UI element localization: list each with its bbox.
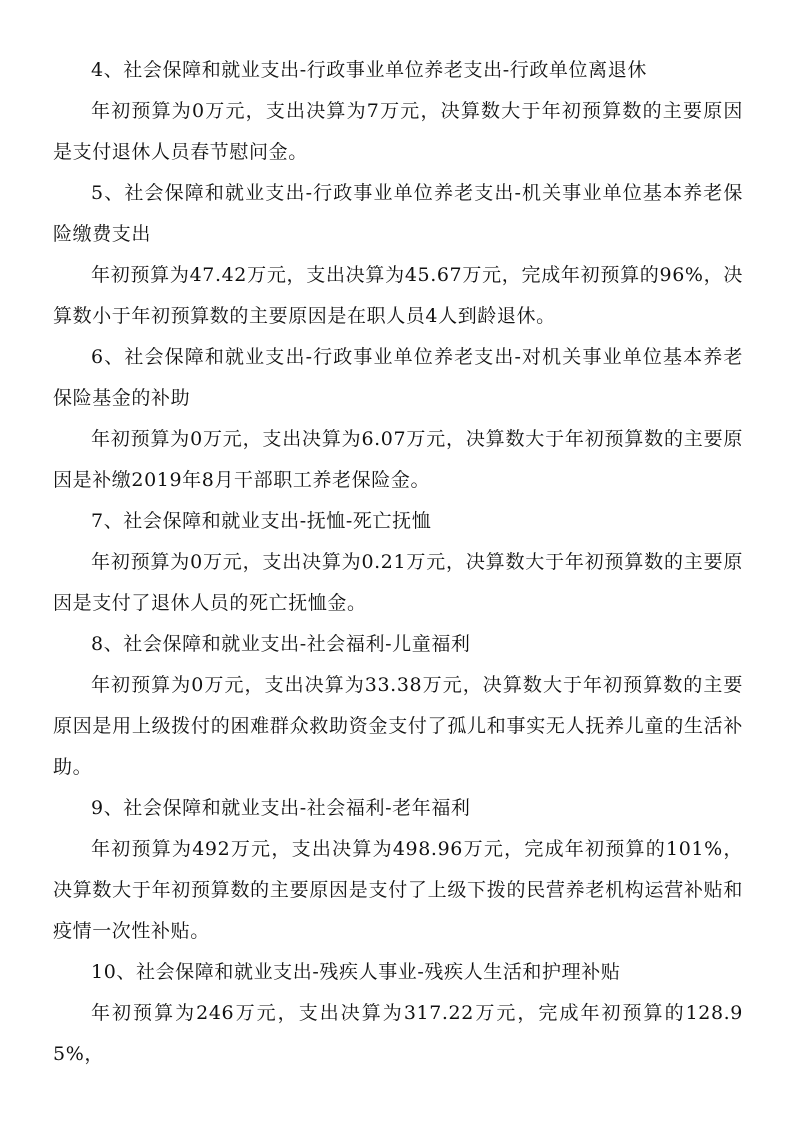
item-heading-9: 9、社会保障和就业支出-社会福利-老年福利 — [91, 797, 471, 819]
item-body-4: 年初预算为0万元，支出决算为7万元，决算数大于年初预算数的主要原因是支付退休人员春节慰问金。 — [53, 100, 743, 163]
item-heading-5: 5、社会保障和就业支出-行政事业单位养老支出-机关事业单位基本养老保险缴费支出 — [53, 182, 743, 245]
item-heading-4: 4、社会保障和就业支出-行政事业单位养老支出-行政单位离退休 — [91, 59, 647, 81]
item-body-5: 年初预算为47.42万元，支出决算为45.67万元，完成年初预算的96%，决算数小于年初预算数的主要原因是在职人员4人到龄退休。 — [53, 264, 743, 327]
item-body-10: 年初预算为246万元，支出决算为317.22万元，完成年初预算的128.95%， — [53, 1002, 743, 1065]
item-body-6: 年初预算为0万元，支出决算为6.07万元，决算数大于年初预算数的主要原因是补缴2019年8月干部职工养老保险金。 — [53, 428, 743, 491]
item-heading-6: 6、社会保障和就业支出-行政事业单位养老支出-对机关事业单位基本养老保险基金的补助 — [53, 346, 743, 409]
item-heading-8: 8、社会保障和就业支出-社会福利-儿童福利 — [91, 633, 471, 655]
item-heading-10: 10、社会保障和就业支出-残疾人事业-残疾人生活和护理补贴 — [91, 961, 621, 983]
item-body-7: 年初预算为0万元，支出决算为0.21万元，决算数大于年初预算数的主要原因是支付了退休人员的死亡抚恤金。 — [53, 551, 743, 614]
item-body-8: 年初预算为0万元，支出决算为33.38万元，决算数大于年初预算数的主要原因是用上级拨付的困难群众救助资金支付了孤儿和事实无人抚养儿童的生活补助。 — [53, 674, 743, 778]
item-heading-7: 7、社会保障和就业支出-抚恤-死亡抚恤 — [91, 510, 432, 532]
item-body-9: 年初预算为492万元，支出决算为498.96万元，完成年初预算的101%，决算数大于年初预算数的主要原因是支付了上级下拨的民营养老机构运营补贴和疫情一次性补贴。 — [53, 838, 743, 942]
